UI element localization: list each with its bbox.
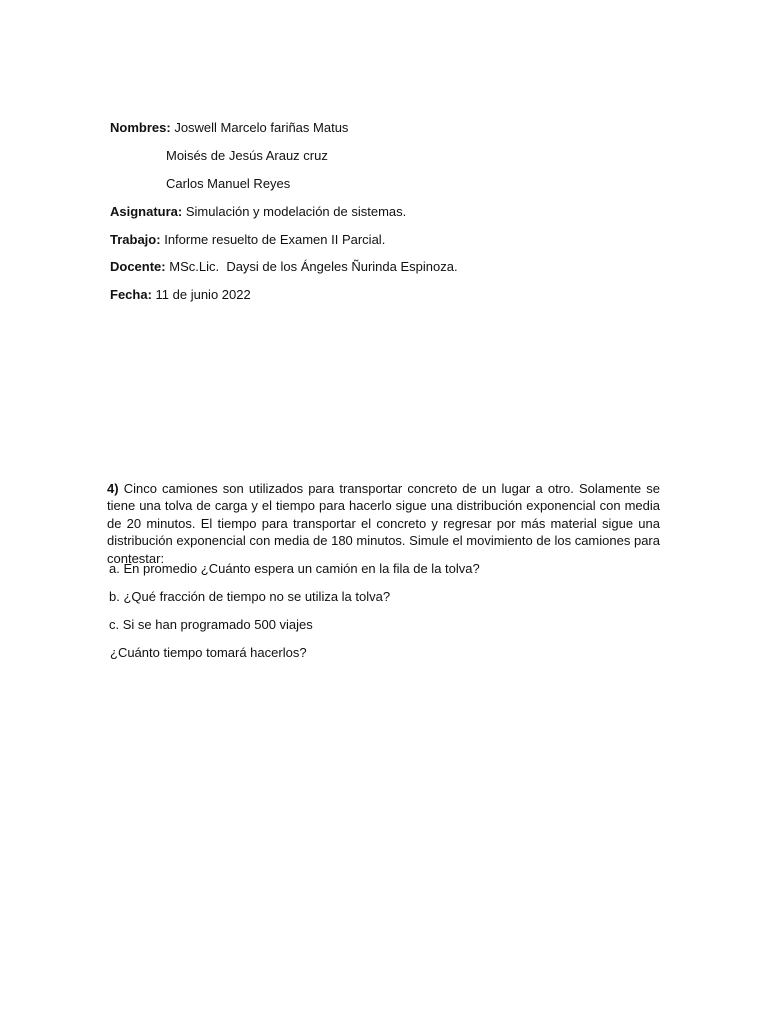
trabajo-line (110, 231, 385, 248)
question-b: b. ¿Qué fracción de tiempo no se utiliza la tolva? (109, 589, 391, 604)
question-c-followup: ¿Cuánto tiempo tomará hacerlos? (110, 645, 307, 660)
question-c: c. Si se han programado 500 viajes (109, 617, 313, 632)
nombre-2: Moisés de Jesús Arauz cruz (166, 148, 328, 163)
nombre-3: Carlos Manuel Reyes (166, 176, 291, 191)
problem-statement (107, 480, 660, 567)
nombres-line (110, 119, 348, 136)
question-a: a. En promedio ¿Cuánto espera un camión en la fila de la tolva? (109, 561, 480, 576)
nombre-1: Joswell Marcelo fariñas Matus (174, 120, 349, 135)
asignatura-label: Asignatura: (110, 204, 183, 219)
fecha-value: 11 de junio 2022 (155, 287, 251, 302)
problem-number: 4) (107, 481, 119, 496)
docente-value: MSc.Lic. Daysi de los Ángeles Ñurinda Espinoza. (169, 259, 458, 274)
asignatura-line (110, 203, 406, 220)
docente-line (110, 258, 458, 275)
nombres-label: Nombres: (110, 120, 171, 135)
fecha-line (110, 286, 251, 303)
trabajo-label: Trabajo: (110, 232, 161, 247)
asignatura-value: Simulación y modelación de sistemas. (185, 204, 407, 219)
docente-label: Docente: (110, 259, 166, 274)
trabajo-value: Informe resuelto de Examen II Parcial. (164, 232, 386, 247)
fecha-label: Fecha: (110, 287, 152, 302)
problem-text: Cinco camiones son utilizados para transportar concreto de un lugar a otro. Solamente se tiene una tolva de carga y el tiempo para hacerlo sigue una distribución exponencial con media de 20 minutos. El tiempo para transportar el concreto y regresar por más material sigue una distribución exponencial con media de 180 minutos. Simule el movimiento de los camiones para contestar: (107, 481, 660, 566)
